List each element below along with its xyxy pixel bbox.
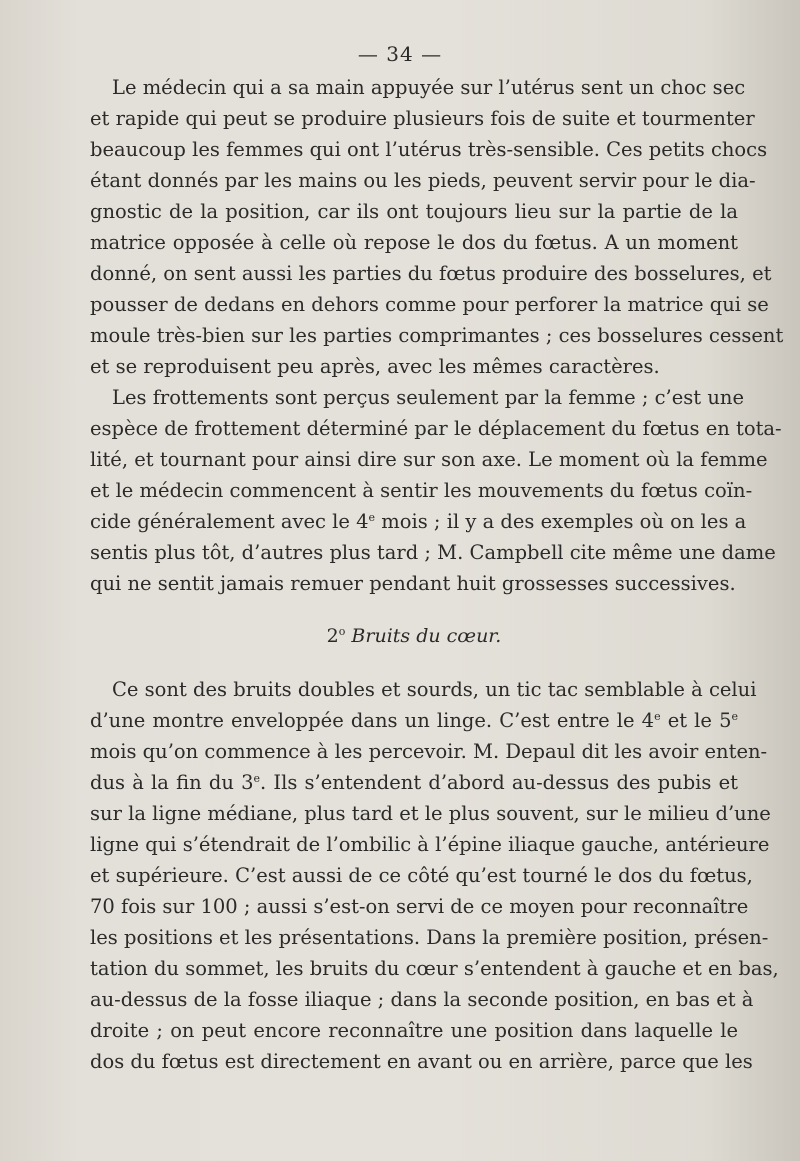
text-line: moule très-bien sur les parties comprimantes ; ces bosselures cessent	[90, 324, 784, 347]
text-line: étant donnés par les mains ou les pieds, peuvent servir pour le dia-	[90, 169, 756, 192]
paragraph-heart-sounds	[90, 674, 779, 1077]
text-line: gnostic de la position, car ils ont toujours lieu sur la partie de la	[90, 200, 738, 223]
superscript: e	[253, 772, 260, 785]
text-line: tation du sommet, les bruits du cœur s’entendent à gauche et en bas,	[90, 957, 779, 980]
text-fragment: dus à la fin du 3	[90, 771, 254, 794]
text-line: Le médecin qui a sa main appuyée sur l’utérus sent un choc sec	[112, 76, 746, 99]
text-line: et rapide qui peut se produire plusieurs fois de suite et tourmenter	[90, 107, 755, 130]
section-number: 2	[326, 625, 339, 647]
superscript: e	[368, 511, 376, 524]
body-text	[90, 72, 784, 1077]
text-line: droite ; on peut encore reconnaître une position dans laquelle le	[90, 1019, 738, 1042]
text-line: beaucoup les femmes qui ont l’utérus très-sensible. Ces petits chocs	[90, 138, 768, 161]
text-line: sur la ligne médiane, plus tard et le plus souvent, sur le milieu d’une	[90, 802, 771, 825]
text-line: Les frottements sont perçus seulement par la femme ; c’est une	[112, 386, 744, 409]
text-fragment: cide généralement avec le 4	[90, 510, 369, 533]
superscript: e	[654, 710, 661, 723]
text-line: donné, on sent aussi les parties du fœtus produire des bosselures, et	[90, 262, 772, 285]
text-line: qui ne sentit jamais remuer pendant huit grossesses successives.	[90, 572, 736, 595]
text-line: 70 fois sur 100 ; aussi s’est-on servi de ce moyen pour reconnaître	[90, 895, 749, 918]
text-line: sentis plus tôt, d’autres plus tard ; M. Campbell cite même une dame	[90, 541, 776, 564]
text-line: et le médecin commencent à sentir les mouvements du fœtus coïn-	[90, 479, 753, 502]
section-heading	[90, 621, 738, 652]
text-line: les positions et les présentations. Dans la première position, présen-	[90, 926, 769, 949]
text-line: au-dessus de la fosse iliaque ; dans la seconde position, en bas et à	[90, 988, 754, 1011]
text-line: Ce sont des bruits doubles et sourds, un tic tac semblable à celui	[112, 678, 757, 701]
text-line	[90, 767, 738, 798]
text-line: pousser de dedans en dehors comme pour perforer la matrice qui se	[90, 293, 769, 316]
text-line: matrice opposée à celle où repose le dos du fœtus. A un moment	[90, 231, 738, 254]
text-line: et supérieure. C’est aussi de ce côté qu’est tourné le dos du fœtus,	[90, 864, 753, 887]
text-line	[90, 506, 747, 537]
text-line: dos du fœtus est directement en avant ou en arrière, parce que les	[90, 1050, 753, 1073]
paragraph-uterus-shocks	[90, 72, 784, 382]
section-title: Bruits du cœur.	[351, 625, 502, 647]
text-fragment: . Ils s’entendent d’abord au-dessus des pubis et	[260, 771, 738, 794]
superscript: e	[731, 710, 738, 723]
text-fragment: d’une montre enveloppée dans un linge. C’est entre le 4	[90, 709, 655, 732]
section-degree: o	[338, 625, 346, 638]
text-line: et se reproduisent peu après, avec les mêmes caractères.	[90, 355, 660, 378]
text-fragment: mois ; il y a des exemples où on les a	[375, 510, 747, 533]
text-line: ligne qui s’étendrait de l’ombilic à l’épine iliaque gauche, antérieure	[90, 833, 770, 856]
text-line: mois qu’on commence à les percevoir. M. Depaul dit les avoir enten-	[90, 740, 768, 763]
paragraph-frottements	[90, 382, 782, 599]
page-number: — 34 —	[357, 42, 443, 66]
text-line: espèce de frottement déterminé par le déplacement du fœtus en tota-	[90, 417, 782, 440]
text-line: lité, et tournant pour ainsi dire sur son axe. Le moment où la femme	[90, 448, 768, 471]
text-fragment: et le 5	[660, 709, 732, 732]
text-line	[90, 705, 738, 736]
